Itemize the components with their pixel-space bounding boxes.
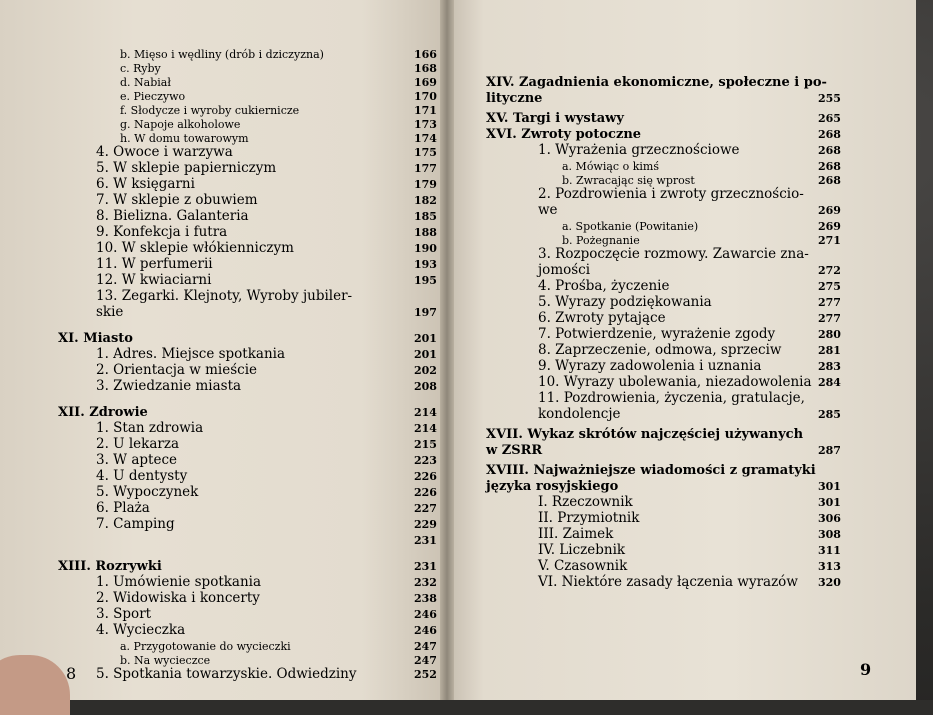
toc-entry: XVII. Wykaz skrótów najczęściej używanych <box>486 427 804 442</box>
toc-page-number: 301 <box>818 496 841 509</box>
toc-entry: 1. Umówienie spotkania <box>96 574 262 590</box>
toc-page-number: 265 <box>818 112 841 125</box>
toc-entry: 6. Zwroty pytające <box>538 310 666 326</box>
toc-page-number: 188 <box>414 226 437 239</box>
toc-entry: 4. Prośba, życzenie <box>538 278 670 294</box>
toc-page-number: 177 <box>414 162 437 175</box>
toc-entry: 9. Wyrazy zadowolenia i uznania <box>538 358 762 374</box>
toc-entry: XIII. Rozrywki <box>58 559 162 574</box>
toc-page-number: 202 <box>414 364 437 377</box>
toc-entry: a. Spotkanie (Powitanie) <box>562 220 699 233</box>
toc-page-number: 169 <box>414 76 437 89</box>
toc-entry: 9. Konfekcja i futra <box>96 224 228 240</box>
toc-page-number: 287 <box>818 444 841 457</box>
toc-page-number: 255 <box>818 92 841 105</box>
toc-page-number: 281 <box>818 344 841 357</box>
toc-entry: XVI. Zwroty potoczne <box>486 127 642 142</box>
toc-entry: d. Nabiał <box>120 76 171 89</box>
toc-entry: 7. Potwierdzenie, wyrażenie zgody <box>538 326 776 342</box>
toc-entry: 6. Plaża <box>96 500 150 516</box>
toc-page-number: 306 <box>818 512 841 525</box>
toc-entry: 7. W sklepie z obuwiem <box>96 192 258 208</box>
toc-entry: 10. Wyrazy ubolewania, niezadowolenia <box>538 374 812 390</box>
toc-page-number: 285 <box>818 408 841 421</box>
toc-entry: kondolencje <box>538 406 621 422</box>
toc-page-number: 214 <box>414 406 437 419</box>
toc-entry: 12. W kwiaciarni <box>96 272 212 288</box>
toc-page-number: 277 <box>818 312 841 325</box>
toc-page-number: 195 <box>414 274 437 287</box>
toc-entry: 11. W perfumerii <box>96 256 213 272</box>
toc-page-number: 226 <box>414 486 437 499</box>
toc-entry: 2. Widowiska i koncerty <box>96 590 260 606</box>
toc-entry: 2. Orientacja w mieście <box>96 362 258 378</box>
toc-page-number: 268 <box>818 160 841 173</box>
toc-page-number: 268 <box>818 128 841 141</box>
toc-entry: a. Mówiąc o kimś <box>562 160 659 173</box>
left-page-number: 8 <box>66 664 77 683</box>
toc-page-number: 231 <box>414 560 437 573</box>
toc-page-number: 246 <box>414 624 437 637</box>
toc-entry: 1. Wyrażenia grzecznościowe <box>538 142 740 158</box>
toc-page-number: 268 <box>818 144 841 157</box>
toc-page-number: 197 <box>414 306 437 319</box>
toc-page-number: 252 <box>414 668 437 681</box>
toc-entry: 11. Pozdrowienia, życzenia, gratulacje, <box>538 390 805 406</box>
toc-entry: XII. Zdrowie <box>58 405 148 420</box>
toc-page-number: 277 <box>818 296 841 309</box>
toc-page-number: 229 <box>414 518 437 531</box>
toc-entry: 5. W sklepie papierniczym <box>96 160 277 176</box>
toc-entry: XI. Miasto <box>58 331 133 346</box>
toc-page-number: 320 <box>818 576 841 589</box>
toc-entry: we <box>538 202 558 218</box>
toc-page-number: 247 <box>414 654 437 667</box>
toc-page-number: 275 <box>818 280 841 293</box>
toc-entry: 13. Zegarki. Klejnoty, Wyroby jubiler- <box>96 288 353 304</box>
toc-page-number: 284 <box>818 376 841 389</box>
toc-entry: 10. W sklepie włókienniczym <box>96 240 294 256</box>
toc-entry: języka rosyjskiego <box>486 479 619 494</box>
toc-page-number: 271 <box>818 234 841 247</box>
toc-page-number: 238 <box>414 592 437 605</box>
toc-entry: b. Na wycieczce <box>120 654 211 667</box>
toc-entry: 4. U dentysty <box>96 468 188 484</box>
toc-page-number: 208 <box>414 380 437 393</box>
toc-entry: XVIII. Najważniejsze wiadomości z gramatyki <box>486 463 816 478</box>
toc-entry: 5. Wypoczynek <box>96 484 199 500</box>
toc-page-number: 166 <box>414 48 437 61</box>
toc-entry: 3. Rozpoczęcie rozmowy. Zawarcie zna- <box>538 246 809 262</box>
toc-entry: 8. Zaprzeczenie, odmowa, sprzeciw <box>538 342 782 358</box>
toc-page-number: 182 <box>414 194 437 207</box>
toc-entry: 5. Wyrazy podziękowania <box>538 294 712 310</box>
toc-entry: 4. Owoce i warzywa <box>96 144 233 160</box>
toc-entry: 8. Bielizna. Galanteria <box>96 208 249 224</box>
toc-page-number: 215 <box>414 438 437 451</box>
toc-page-number: 190 <box>414 242 437 255</box>
toc-entry: skie <box>96 304 124 320</box>
toc-page-number: 269 <box>818 204 841 217</box>
toc-entry: w ZSRR <box>486 443 543 458</box>
toc-page-number: 214 <box>414 422 437 435</box>
toc-page-number: 268 <box>818 174 841 187</box>
toc-page-number: 201 <box>414 332 437 345</box>
toc-page-number: 179 <box>414 178 437 191</box>
toc-page-number: 311 <box>818 544 841 557</box>
toc-page-number: 247 <box>414 640 437 653</box>
toc-page-number: 246 <box>414 608 437 621</box>
book-gutter <box>440 0 454 700</box>
toc-entry: II. Przymiotnik <box>538 510 640 526</box>
toc-entry: h. W domu towarowym <box>120 132 249 145</box>
toc-entry: IV. Liczebnik <box>538 542 626 558</box>
toc-entry: 3. Sport <box>96 606 152 622</box>
toc-entry: 4. Wycieczka <box>96 622 186 638</box>
toc-page-number: 283 <box>818 360 841 373</box>
toc-page-number: 280 <box>818 328 841 341</box>
toc-entry: b. Mięso i wędliny (drób i dziczyzna) <box>120 48 324 61</box>
right-page-number: 9 <box>860 660 872 679</box>
toc-entry: g. Napoje alkoholowe <box>120 118 241 131</box>
toc-entry: XIV. Zagadnienia ekonomiczne, społeczne i po- <box>486 75 827 90</box>
toc-page-number: 227 <box>414 502 437 515</box>
toc-entry: III. Zaimek <box>538 526 614 542</box>
toc-entry: I. Rzeczownik <box>538 494 633 510</box>
toc-entry: 5. Spotkania towarzyskie. Odwiedziny <box>96 666 357 682</box>
toc-page-number: 175 <box>414 146 437 159</box>
toc-page-number: 193 <box>414 258 437 271</box>
toc-entry: jomości <box>538 262 591 278</box>
toc-entry: 6. W księgarni <box>96 176 195 192</box>
toc-entry: 1. Stan zdrowia <box>96 420 204 436</box>
toc-page-number: 269 <box>818 220 841 233</box>
toc-entry: 2. Pozdrowienia i zwroty grzecznościo- <box>538 186 804 202</box>
toc-page-number: 232 <box>414 576 437 589</box>
toc-page-number: 231 <box>414 534 437 547</box>
toc-entry: b. Zwracając się wprost <box>562 174 695 187</box>
toc-page-number: 201 <box>414 348 437 361</box>
toc-entry: 3. W aptece <box>96 452 177 468</box>
toc-entry: 3. Zwiedzanie miasta <box>96 378 242 394</box>
toc-entry: XV. Targi i wystawy <box>486 111 624 126</box>
toc-entry: f. Słodycze i wyroby cukiernicze <box>120 104 300 117</box>
toc-page-number: 223 <box>414 454 437 467</box>
toc-page-number: 185 <box>414 210 437 223</box>
toc-entry: lityczne <box>486 91 543 106</box>
toc-page-number: 226 <box>414 470 437 483</box>
toc-entry: 2. U lekarza <box>96 436 179 452</box>
toc-entry: VI. Niektóre zasady łączenia wyrazów <box>538 574 798 590</box>
toc-entry: b. Pożegnanie <box>562 234 640 247</box>
toc-entry: e. Pieczywo <box>120 90 186 103</box>
toc-page-number: 313 <box>818 560 841 573</box>
toc-entry: 1. Adres. Miejsce spotkania <box>96 346 286 362</box>
toc-page-number: 308 <box>818 528 841 541</box>
toc-page-number: 173 <box>414 118 437 131</box>
toc-page-number: 168 <box>414 62 437 75</box>
toc-page-number: 301 <box>818 480 841 493</box>
toc-page-number: 170 <box>414 90 437 103</box>
toc-entry: a. Przygotowanie do wycieczki <box>120 640 291 653</box>
toc-page-number: 174 <box>414 132 437 145</box>
toc-entry: V. Czasownik <box>538 558 628 574</box>
toc-page-number: 171 <box>414 104 437 117</box>
toc-entry: 7. Camping <box>96 516 175 532</box>
toc-entry: c. Ryby <box>120 62 161 75</box>
toc-page-number: 272 <box>818 264 841 277</box>
